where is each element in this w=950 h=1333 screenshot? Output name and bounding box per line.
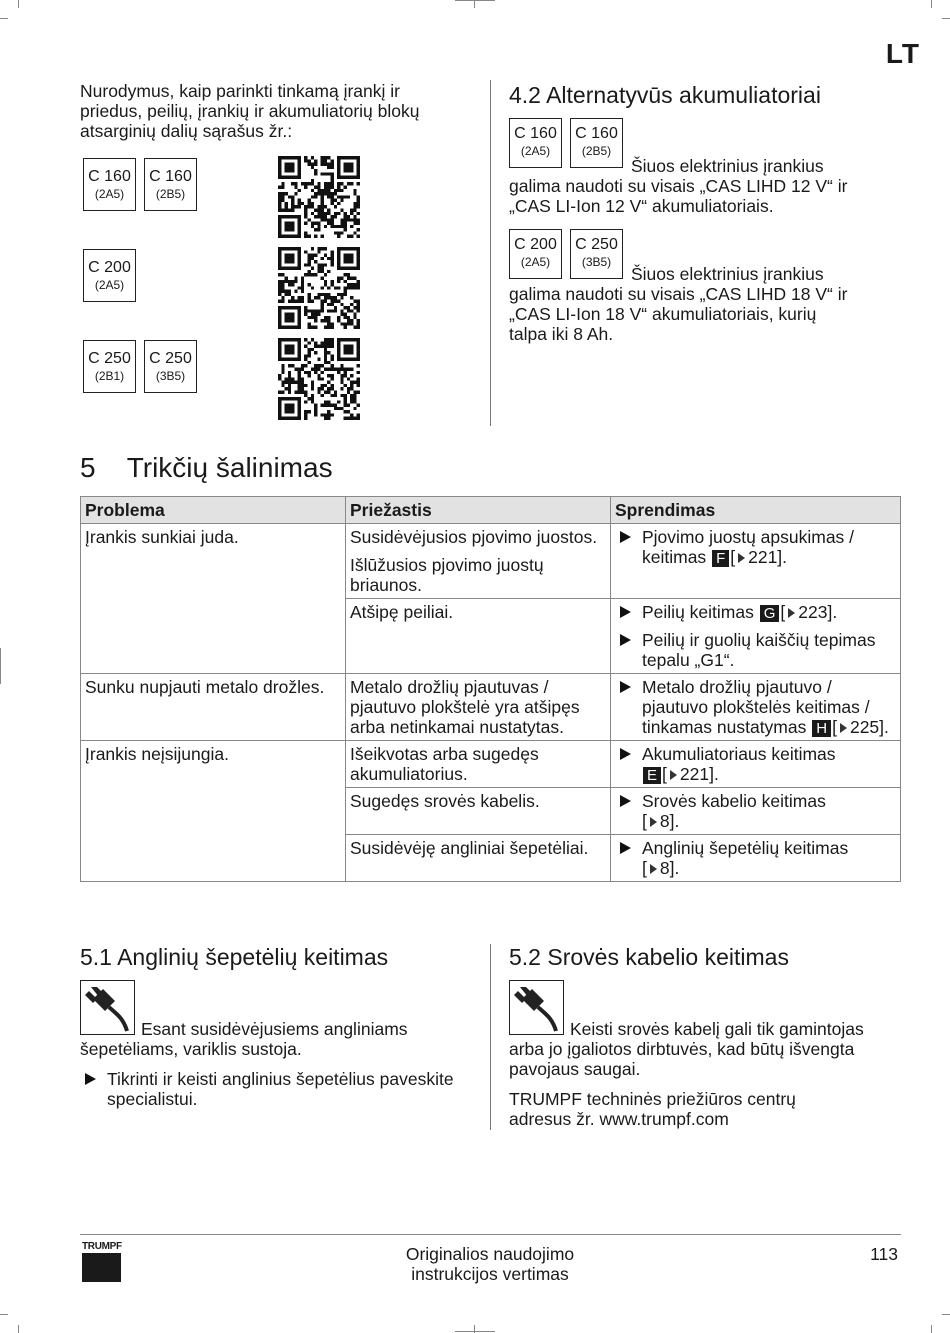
intro-line: priedus, peilių, įrankių ir akumuliatorių blokų	[80, 101, 420, 121]
bullet-arrow-icon	[620, 606, 631, 618]
crop-mark	[474, 0, 475, 8]
section-title: 5.1 Anglinių šepetėlių keitimas	[80, 944, 389, 970]
intro-line: atsarginių dalių sąrašus žr.:	[80, 121, 293, 141]
crop-mark	[18, 1325, 19, 1333]
cause-cell: Metalo drožlių pjautuvas / pjautuvo plokštelė yra atšipęs arba netinkamai nustatytas.	[346, 674, 611, 741]
qr-code-icon[interactable]	[278, 338, 360, 420]
problem-cell: Įrankis sunkiai juda.	[81, 524, 346, 674]
table-header-row	[81, 497, 901, 524]
table-row	[81, 524, 901, 599]
intro-line: Nurodymus, kaip parinkti tinkamą įrankį ir	[80, 81, 400, 101]
page-ref-arrow-icon	[650, 864, 657, 874]
page-reference-link[interactable]: 225].	[849, 717, 889, 737]
bullet-arrow-icon	[85, 1073, 96, 1085]
page-ref-arrow-icon	[840, 723, 847, 733]
tool-model-box: C 250 (3B5)	[144, 340, 197, 393]
footer-title: Originalios naudojimo instrukcijos vertimas	[405, 1244, 575, 1284]
tool-model-box: C 250 (2B1)	[83, 340, 136, 393]
solution-cell: Metalo drožlių pjautuvo / pjautuvo plokštelės keitimas / tinkamas nustatymas H [ 225].	[611, 674, 901, 741]
cause-cell: Susidėvėję angliniai šepetėliai.	[346, 835, 611, 882]
cause-cell: Sugedęs srovės kabelis.	[346, 788, 611, 835]
bullet-arrow-icon	[620, 842, 631, 854]
section-title: 4.2 Alternatyvūs akumuliatoriai	[509, 82, 821, 108]
paragraph: Šiuos elektrinius įrankius	[631, 156, 824, 176]
crop-mark	[942, 18, 950, 19]
paragraph: Esant susidėvėjusiems angliniams	[141, 1019, 408, 1039]
footer-divider	[80, 1234, 901, 1235]
crop-mark	[18, 0, 19, 8]
section-title: 5 Trikčių šalinimas	[80, 452, 333, 483]
figure-key-badge: G	[760, 605, 780, 622]
solution-cell: Peilių keitimas G [ 223]. Peilių ir guolių kaiščių tepimas tepalu „G1“.	[611, 599, 901, 674]
tool-model-box: C 200 (2A5)	[509, 229, 562, 279]
column-header: Problema	[81, 497, 346, 524]
tool-model-box: C 160 (2A5)	[509, 118, 562, 168]
solution-cell: Pjovimo juostų apsukimas / keitimas F [ 221].	[611, 524, 901, 599]
tool-model-box: C 160 (2B5)	[570, 118, 623, 168]
paragraph: galima naudoti su visais „CAS LIHD 18 V“ ir „CAS LI-Ion 18 V“ akumuliatoriais, kurių talpa iki 8 Ah.	[509, 284, 848, 344]
crop-mark	[931, 1325, 932, 1333]
column-divider	[490, 80, 491, 426]
page-reference-link[interactable]: 221].	[748, 547, 788, 567]
crop-mark	[455, 0, 495, 1]
cause-cell: Susidėvėjusios pjovimo juostos. Išlūžusios pjovimo juostų briaunos.	[346, 524, 611, 599]
crop-mark	[0, 648, 1, 684]
power-plug-icon	[80, 980, 135, 1035]
solution-cell: Anglinių šepetėlių keitimas [ 8].	[611, 835, 901, 882]
paragraph: arba jo įgaliotos dirbtuvės, kad būtų išvengta pavojaus saugai.	[509, 1039, 855, 1079]
page-ref-arrow-icon	[650, 817, 657, 827]
paragraph: Keisti srovės kabelį gali tik gamintojas	[570, 1019, 864, 1039]
problem-cell: Sunku nupjauti metalo drožles.	[81, 674, 346, 741]
crop-mark	[931, 0, 932, 8]
bullet-arrow-icon	[620, 795, 631, 807]
paragraph: galima naudoti su visais „CAS LIHD 12 V“ ir „CAS LI-Ion 12 V“ akumuliatoriais.	[509, 176, 848, 216]
crop-mark	[942, 1314, 950, 1315]
paragraph: Šiuos elektrinius įrankius	[631, 264, 824, 284]
page-reference-link[interactable]: 221].	[679, 764, 719, 784]
bullet-arrow-icon	[620, 634, 631, 646]
tool-model-box: C 160 (2A5)	[83, 158, 136, 211]
qr-code-icon[interactable]	[278, 156, 360, 238]
column-header: Priežastis	[346, 497, 611, 524]
solution-cell: Akumuliatoriaus keitimas E [ 221].	[611, 741, 901, 788]
page-reference-link[interactable]: 8].	[659, 858, 680, 878]
page-reference-link[interactable]: 8].	[659, 811, 680, 831]
language-code: LT	[885, 38, 920, 69]
cause-cell: Išeikvotas arba sugedęs akumuliatorius.	[346, 741, 611, 788]
crop-mark	[455, 1331, 495, 1332]
table-row	[81, 674, 901, 741]
column-divider	[490, 944, 491, 1130]
tool-model-box: C 160 (2B5)	[144, 158, 197, 211]
figure-key-badge: H	[812, 720, 831, 737]
page-reference-link[interactable]: 223].	[798, 602, 838, 622]
page-ref-arrow-icon	[788, 608, 795, 618]
table-row	[81, 741, 901, 788]
qr-code-icon[interactable]	[278, 247, 360, 329]
problem-cell: Įrankis neįsijungia.	[81, 741, 346, 882]
troubleshooting-table	[80, 496, 901, 882]
paragraph: šepetėliams, variklis sustoja.	[80, 1039, 302, 1059]
paragraph: TRUMPF techninės priežiūros centrų adresus žr. www.trumpf.com	[509, 1089, 796, 1129]
trumpf-logo: TRUMPF	[82, 1242, 122, 1282]
page-ref-arrow-icon	[670, 770, 677, 780]
page-ref-arrow-icon	[738, 553, 745, 563]
bullet-item: Tikrinti ir keisti anglinius šepetėlius paveskite specialistui.	[80, 1069, 477, 1109]
bullet-arrow-icon	[620, 681, 631, 693]
bullet-arrow-icon	[620, 531, 631, 543]
tool-model-box: C 250 (3B5)	[570, 229, 623, 279]
page-number: 113	[870, 1244, 898, 1264]
crop-mark	[0, 1314, 8, 1315]
column-header: Sprendimas	[611, 497, 901, 524]
figure-key-badge: E	[643, 767, 661, 784]
power-plug-icon	[509, 980, 564, 1035]
crop-mark	[0, 18, 8, 19]
solution-cell: Srovės kabelio keitimas [ 8].	[611, 788, 901, 835]
section-title: 5.2 Srovės kabelio keitimas	[509, 944, 789, 970]
figure-key-badge: F	[712, 550, 729, 567]
intro-text	[80, 81, 480, 141]
tool-model-box: C 200 (2A5)	[83, 249, 136, 302]
cause-cell: Atšipę peiliai.	[346, 599, 611, 674]
bullet-arrow-icon	[620, 748, 631, 760]
